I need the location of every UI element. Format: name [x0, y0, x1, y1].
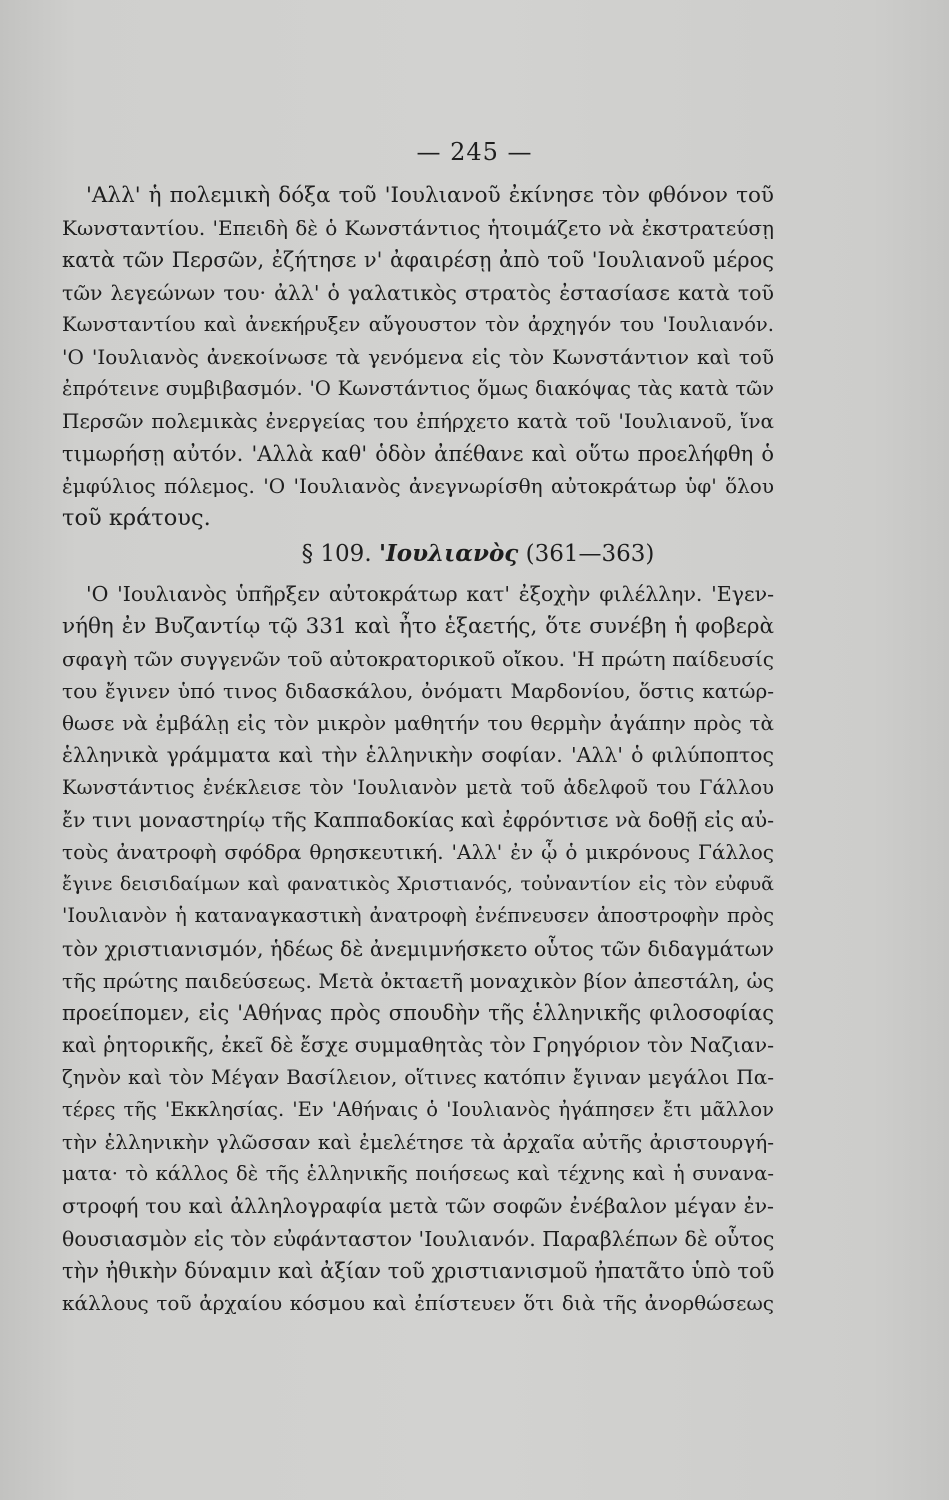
text-line: Κωνσταντίου καὶ ἀνεκήρυξεν αὔγουστον τὸν ἀρχηγόν του 'Ιουλιανόν.: [62, 312, 774, 336]
text-line: τὸν χριστιανισμόν, ἡδέως δὲ ἀνεμιμνήσκετο οὗτος τῶν διδαγμάτων: [62, 936, 774, 961]
section-number: § 109.: [301, 541, 372, 568]
text-line: 'Ιουλιανὸν ἡ καταναγκαστικὴ ἀνατροφὴ ἐνέπνευσεν ἀποστροφὴν πρὸς: [62, 904, 774, 928]
text-line: τοὺς ἀνατροφὴ σφόδρα θρησκευτική. 'Αλλ' ἐν ᾧ ὁ μικρόνους Γάλλος: [62, 840, 774, 865]
text-line: τιμωρήσῃ αὐτόν. 'Αλλὰ καθ' ὁδὸν ἀπέθανε καὶ οὕτω προελήφθη ὁ: [62, 441, 774, 466]
text-line: προείπομεν, εἰς 'Αθήνας πρὸς σπουδὴν τῆς ἑλληνικῆς φιλοσοφίας: [62, 1001, 774, 1026]
text-line: τῶν λεγεώνων του· ἀλλ' ὁ γαλατικὸς στρατὸς ἐστασίασε κατὰ τοῦ: [62, 280, 774, 305]
text-line: τέρες τῆς 'Εκκλησίας. 'Εν 'Αθήναις ὁ 'Ιουλιανὸς ἠγάπησεν ἔτι μᾶλλον: [62, 1097, 774, 1121]
paragraph-julian: [62, 578, 774, 1319]
text-line: ἔγινε δεισιδαίμων καὶ φανατικὸς Χριστιανός, τοὐναντίον εἰς τὸν εὐφυᾶ: [62, 873, 774, 896]
text-line: τὴν ἑλληνικὴν γλῶσσαν καὶ ἐμελέτησε τὰ ἀρχαῖα αὐτῆς ἀριστουργή-: [62, 1129, 774, 1154]
paragraph-constantius: [62, 180, 774, 534]
text-line: ἐπρότεινε συμβιβασμόν. 'Ο Κωνστάντιος ὅμως διακόψας τὰς κατὰ τῶν: [62, 377, 774, 401]
section-title: 'Ιουλιανὸς: [378, 540, 519, 568]
text-line: ἑλληνικὰ γράμματα καὶ τὴν ἑλληνικὴν σοφίαν. 'Αλλ' ὁ φιλύποπτος: [62, 743, 774, 768]
text-line: στροφή του καὶ ἀλληλογραφία μετὰ τῶν σοφῶν ἐνέβαλον μέγαν ἐν-: [62, 1194, 774, 1219]
text-line: 'Ο 'Ιουλιανὸς ἀνεκοίνωσε τὰ γενόμενα εἰς τὸν Κωνστάντιον καὶ τοῦ: [62, 345, 774, 370]
text-line: Κωνσταντίου. 'Επειδὴ δὲ ὁ Κωνστάντιος ἡτοιμάζετο νὰ ἐκστρατεύσῃ: [62, 216, 774, 241]
text-line: κάλλους τοῦ ἀρχαίου κόσμου καὶ ἐπίστευεν ὅτι διὰ τῆς ἀνορθώσεως: [62, 1290, 774, 1315]
text-line: ἔν τινι μοναστηρίῳ τῆς Καππαδοκίας καὶ ἐφρόντισε νὰ δοθῇ εἰς αὐ-: [62, 807, 774, 832]
text-line: τὴν ἠθικὴν δύναμιν καὶ ἀξίαν τοῦ χριστιανισμοῦ ἠπατᾶτο ὑπὸ τοῦ: [62, 1258, 775, 1283]
text-line: τοῦ κράτους.: [62, 505, 211, 532]
text-line: 'Ο 'Ιουλιανὸς ὑπῆρξεν αὐτοκράτωρ κατ' ἐξοχὴν φιλέλλην. 'Εγεν-: [86, 582, 774, 607]
section-years: (361—363): [525, 541, 655, 568]
text-line: τῆς πρώτης παιδεύσεως. Μετὰ ὀκταετῆ μοναχικὸν βίον ἀπεστάλη, ὡς: [62, 968, 774, 993]
section-heading: [62, 534, 774, 578]
text-line: κατὰ τῶν Περσῶν, ἐζήτησε ν' ἀφαιρέσῃ ἀπὸ τοῦ 'Ιουλιανοῦ μέρος: [62, 248, 774, 273]
text-line: του ἔγινεν ὑπό τινος διδασκάλου, ὀνόματι Μαρδονίου, ὅστις κατώρ-: [62, 679, 774, 704]
text-line: νήθη ἐν Βυζαντίῳ τῷ 331 καὶ ἦτο ἑξαετής, ὅτε συνέβη ἡ φοβερὰ: [62, 613, 774, 639]
text-line: Περσῶν πολεμικὰς ἐνεργείας του ἐπήρχετο κατὰ τοῦ 'Ιουλιανοῦ, ἵνα: [62, 409, 774, 434]
body-text: [62, 180, 774, 1319]
text-line: 'Αλλ' ἡ πολεμικὴ δόξα τοῦ 'Ιουλιανοῦ ἐκίνησε τὸν φθόνον τοῦ: [86, 183, 774, 208]
text-line: Κωνστάντιος ἐνέκλεισε τὸν 'Ιουλιανὸν μετὰ τοῦ ἀδελφοῦ του Γάλλου: [62, 775, 774, 799]
text-line: σφαγὴ τῶν συγγενῶν τοῦ αὐτοκρατορικοῦ οἴκου. 'Η πρώτη παίδευσίς: [62, 646, 774, 671]
text-line: θωσε νὰ ἐμβάλῃ εἰς τὸν μικρὸν μαθητήν του θερμὴν ἀγάπην πρὸς τὰ: [62, 711, 774, 736]
text-line: καὶ ῥητορικῆς, ἐκεῖ δὲ ἔσχε συμμαθητὰς τὸν Γρηγόριον τὸν Ναζιαν-: [62, 1033, 774, 1058]
text-line: θουσιασμὸν εἰς τὸν εὐφάνταστον 'Ιουλιανόν. Παραβλέπων δὲ οὗτος: [62, 1226, 775, 1251]
text-line: ζηνὸν καὶ τὸν Μέγαν Βασίλειον, οἵτινες κατόπιν ἔγιναν μεγάλοι Πα-: [62, 1065, 774, 1090]
page-number: — 245 —: [416, 138, 533, 166]
text-line: ματα· τὸ κάλλος δὲ τῆς ἑλληνικῆς ποιήσεως καὶ τέχνης καὶ ἡ συνανα-: [62, 1162, 774, 1186]
text-line: ἐμφύλιος πόλεμος. 'Ο 'Ιουλιανὸς ἀνεγνωρίσθη αὐτοκράτωρ ὑφ' ὅλου: [62, 473, 774, 498]
